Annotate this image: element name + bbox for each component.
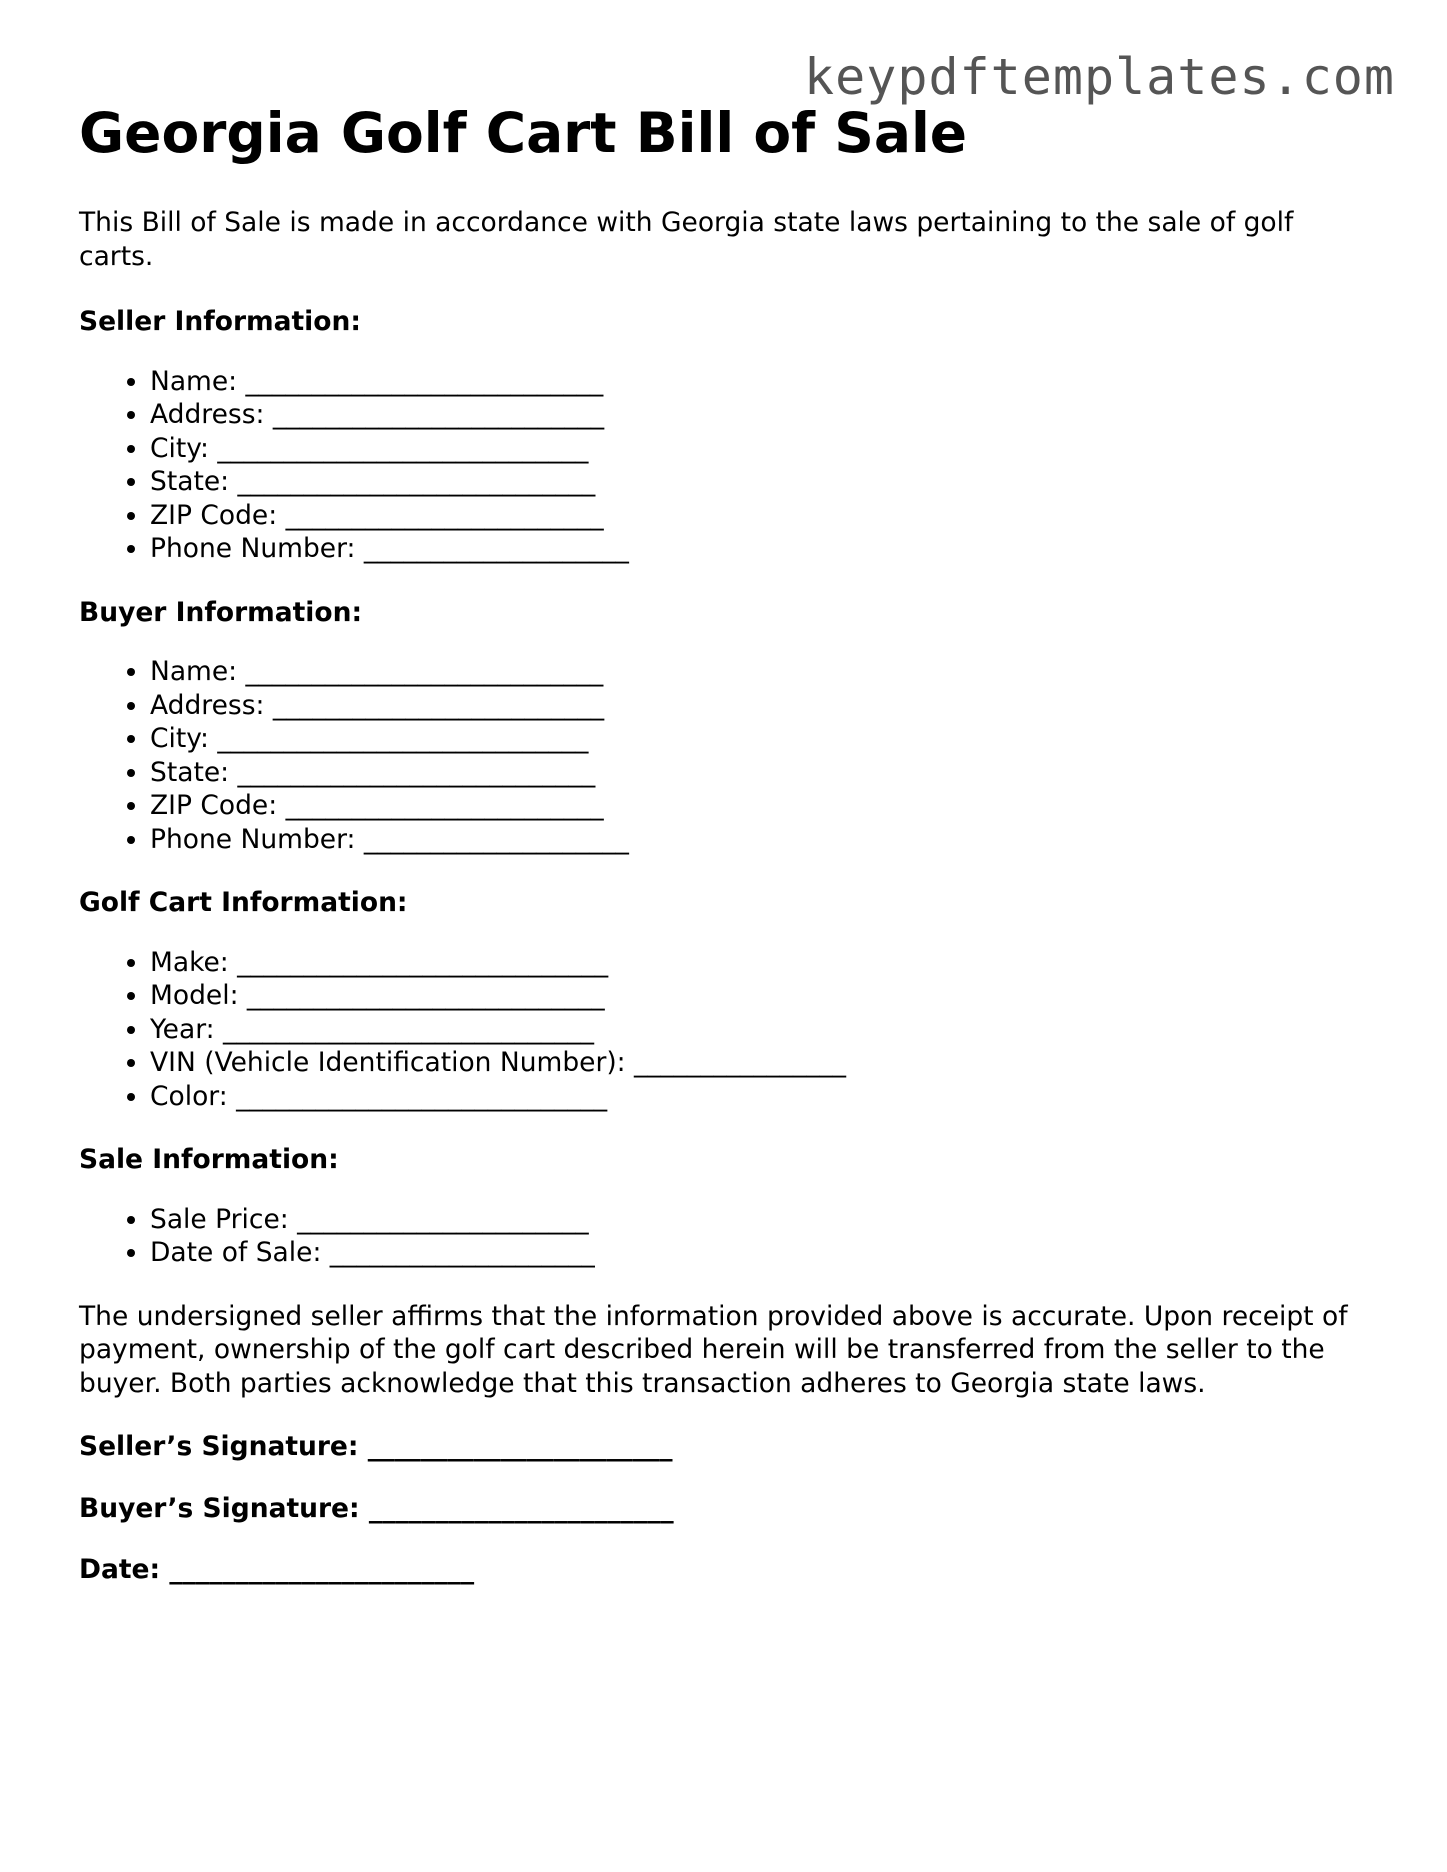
seller-signature-line[interactable]: Seller’s Signature: _______________________ xyxy=(79,1431,673,1462)
seller-section-heading: Seller Information: xyxy=(79,306,361,337)
buyer-phone-field[interactable]: • Phone Number: ____________________ xyxy=(150,823,1379,857)
buyer-zip-field[interactable]: • ZIP Code: ________________________ xyxy=(150,789,1379,823)
sale-section-heading: Sale Information: xyxy=(79,1144,339,1175)
sale-field-list xyxy=(79,1203,1379,1270)
buyer-section-heading: Buyer Information: xyxy=(79,596,363,628)
seller-city-field[interactable]: • City: ____________________________ xyxy=(150,432,1379,466)
seller-state-field[interactable]: • State: ___________________________ xyxy=(150,465,1379,499)
buyer-address-field[interactable]: • Address: _________________________ xyxy=(150,689,1379,723)
seller-address-field[interactable]: • Address: _________________________ xyxy=(150,398,1379,432)
buyer-field-list xyxy=(79,655,1379,856)
cart-color-field[interactable]: • Color: ____________________________ xyxy=(150,1080,1379,1114)
cart-make-field[interactable]: • Make: ____________________________ xyxy=(150,946,1379,980)
buyer-state-field[interactable]: • State: ___________________________ xyxy=(150,756,1379,790)
buyer-signature-line[interactable]: Buyer’s Signature: _______________________ xyxy=(79,1492,674,1524)
watermark: keypdftemplates.com xyxy=(804,48,1395,106)
document-page xyxy=(79,100,1379,1615)
buyer-city-field[interactable]: • City: ____________________________ xyxy=(150,722,1379,756)
seller-phone-field[interactable]: • Phone Number: ____________________ xyxy=(150,532,1379,566)
seller-field-list xyxy=(79,365,1379,566)
intro-paragraph: This Bill of Sale is made in accordance with Georgia state laws pertaining to the sale of golf carts. xyxy=(79,207,1294,272)
golf-cart-section-heading: Golf Cart Information: xyxy=(79,887,408,918)
golf-cart-field-list xyxy=(79,946,1379,1114)
sale-price-field[interactable]: • Sale Price: ______________________ xyxy=(150,1203,1379,1237)
sale-date-field[interactable]: • Date of Sale: ____________________ xyxy=(150,1236,1379,1270)
cart-vin-field[interactable]: • VIN (Vehicle Identification Number): ________________ xyxy=(150,1046,1379,1080)
date-signature-line[interactable]: Date: _______________________ xyxy=(79,1554,475,1585)
seller-zip-field[interactable]: • ZIP Code: ________________________ xyxy=(150,499,1379,533)
cart-model-field[interactable]: • Model: ___________________________ xyxy=(150,979,1379,1013)
cart-year-field[interactable]: • Year: ____________________________ xyxy=(150,1013,1379,1047)
seller-name-field[interactable]: • Name: ___________________________ xyxy=(150,365,1379,399)
buyer-name-field[interactable]: • Name: ___________________________ xyxy=(150,655,1379,689)
document-title: Georgia Golf Cart Bill of Sale xyxy=(79,101,968,165)
closing-paragraph: The undersigned seller affirms that the information provided above is accurate. Upon receipt of payment, ownership of the golf cart described herein will be transferred from the seller to the buyer. Both parties acknowledge that this transaction adheres to Georgia state laws. xyxy=(79,1300,1348,1399)
